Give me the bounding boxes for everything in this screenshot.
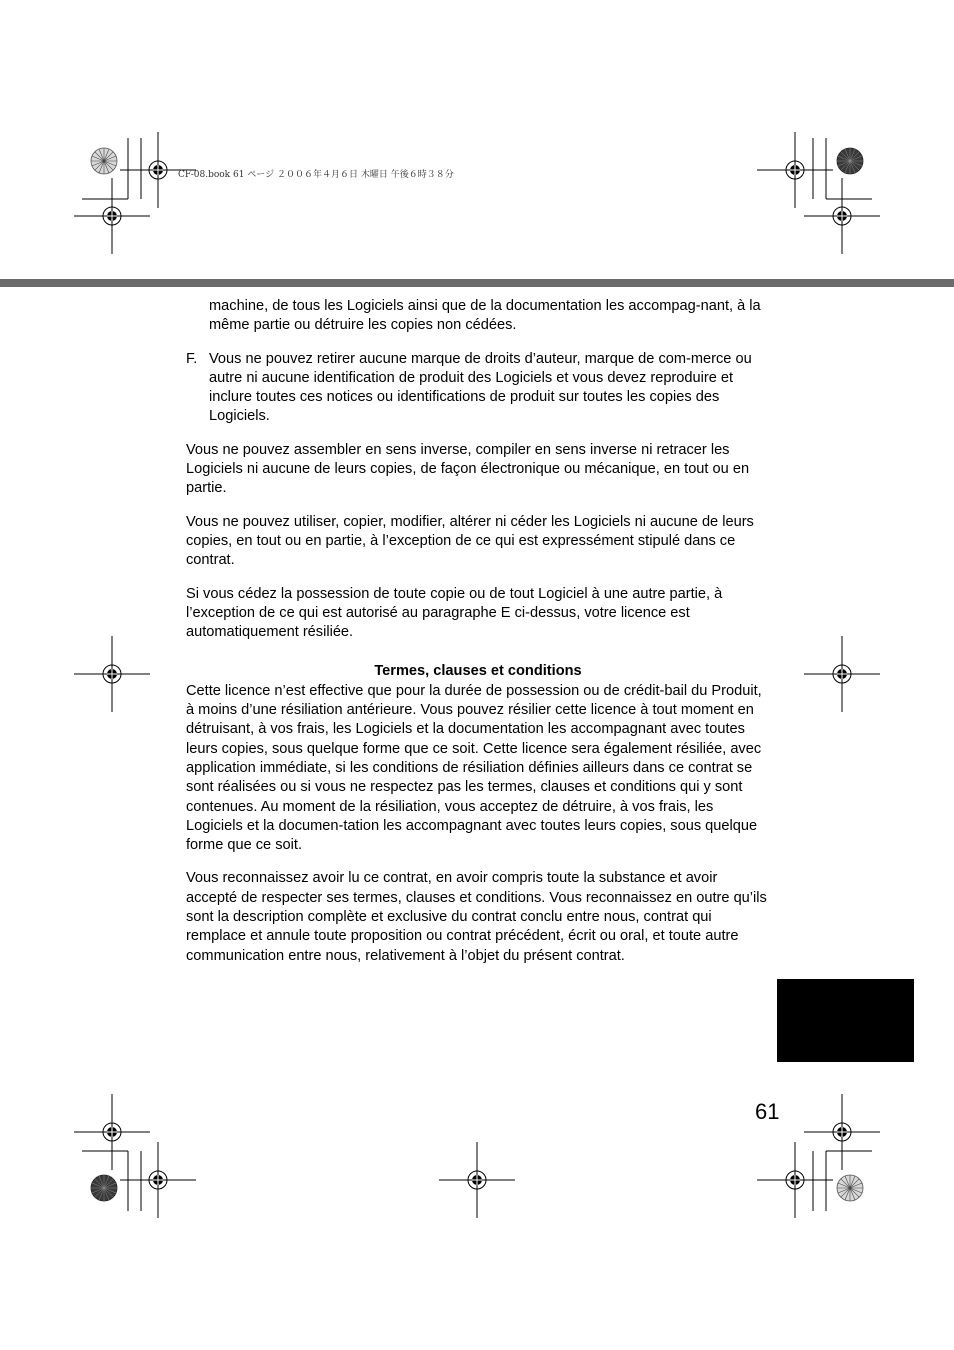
paragraph: Vous reconnaissez avoir lu ce contrat, en avoir compris toute la substance et avoir accepté de respecter ses termes, clauses et conditions. Vous reconnaissez en outre qu’ils sont la description complète et exclusive du contrat conclu entre nous, contrat qui remplace et annule toute proposition ou contrat précédent, écrit ou oral, et toute autre communication entre nous, relativement à l’objet du présent contrat. [186, 870, 767, 964]
list-marker: F. [186, 350, 198, 367]
print-slug: CF-08.book 61 ページ ２００６年４月６日 木曜日 午後６時３８分 [178, 170, 454, 180]
page-body [186, 297, 770, 980]
paragraph: Vous ne pouvez utiliser, copier, modifier, altérer ni céder les Logiciels ni aucune de leurs copies, en tout ou en partie, à l’exception de ce qui est expressément stipulé dans ce contrat. [186, 513, 754, 569]
header-rule [0, 279, 954, 287]
continuation-text: machine, de tous les Logiciels ainsi que de la documentation les accompag-nant, à la même partie ou détruire les copies non cédées. [209, 298, 761, 334]
page-number: 61 [755, 1099, 780, 1124]
list-item-text: Vous ne pouvez retirer aucune marque de droits d’auteur, marque de com-merce ou autre ni aucune identification de produit des Logiciels et vous devez reproduire et inclure toutes ces notices ou identifications de produit sur toutes les copies des Logiciels. [209, 350, 752, 425]
paragraph: Si vous cédez la possession de toute copie ou de tout Logiciel à une autre partie, à l’exception de ce qui est autorisé au paragraphe E ci-dessus, votre licence est automatiquement résiliée. [186, 585, 723, 641]
paragraph: Cette licence n’est effective que pour la durée de possession ou de crédit-bail du Produit, à moins d’une résiliation antérieure. Vous pouvez résilier cette licence à tout moment en détruisant, à vos frais, les Logiciels et la documentation les accompagnant avec toutes leurs copies, sous quelque forme que ce soit. Cette licence sera également résiliée, avec application immédiate, si les conditions de résiliation définies ailleurs dans ce contrat se sont réalisées ou si vous ne respectez pas les termes, clauses et conditions qui y sont contenues. Au moment de la résiliation, vous acceptez de détruire, à vos frais, les Logiciels et la documen-tation les accompagnant avec toutes leurs copies, sous quelque forme que ce soit. [186, 682, 762, 854]
chapter-tab [777, 979, 914, 1062]
list-item-f [186, 350, 770, 427]
paragraph: Vous ne pouvez assembler en sens inverse, compiler en sens inverse ni retracer les Logiciels ni aucune de leurs copies, de façon électronique ou mécanique, en tout ou en partie. [186, 441, 750, 497]
section-heading: Termes, clauses et conditions [374, 663, 582, 680]
